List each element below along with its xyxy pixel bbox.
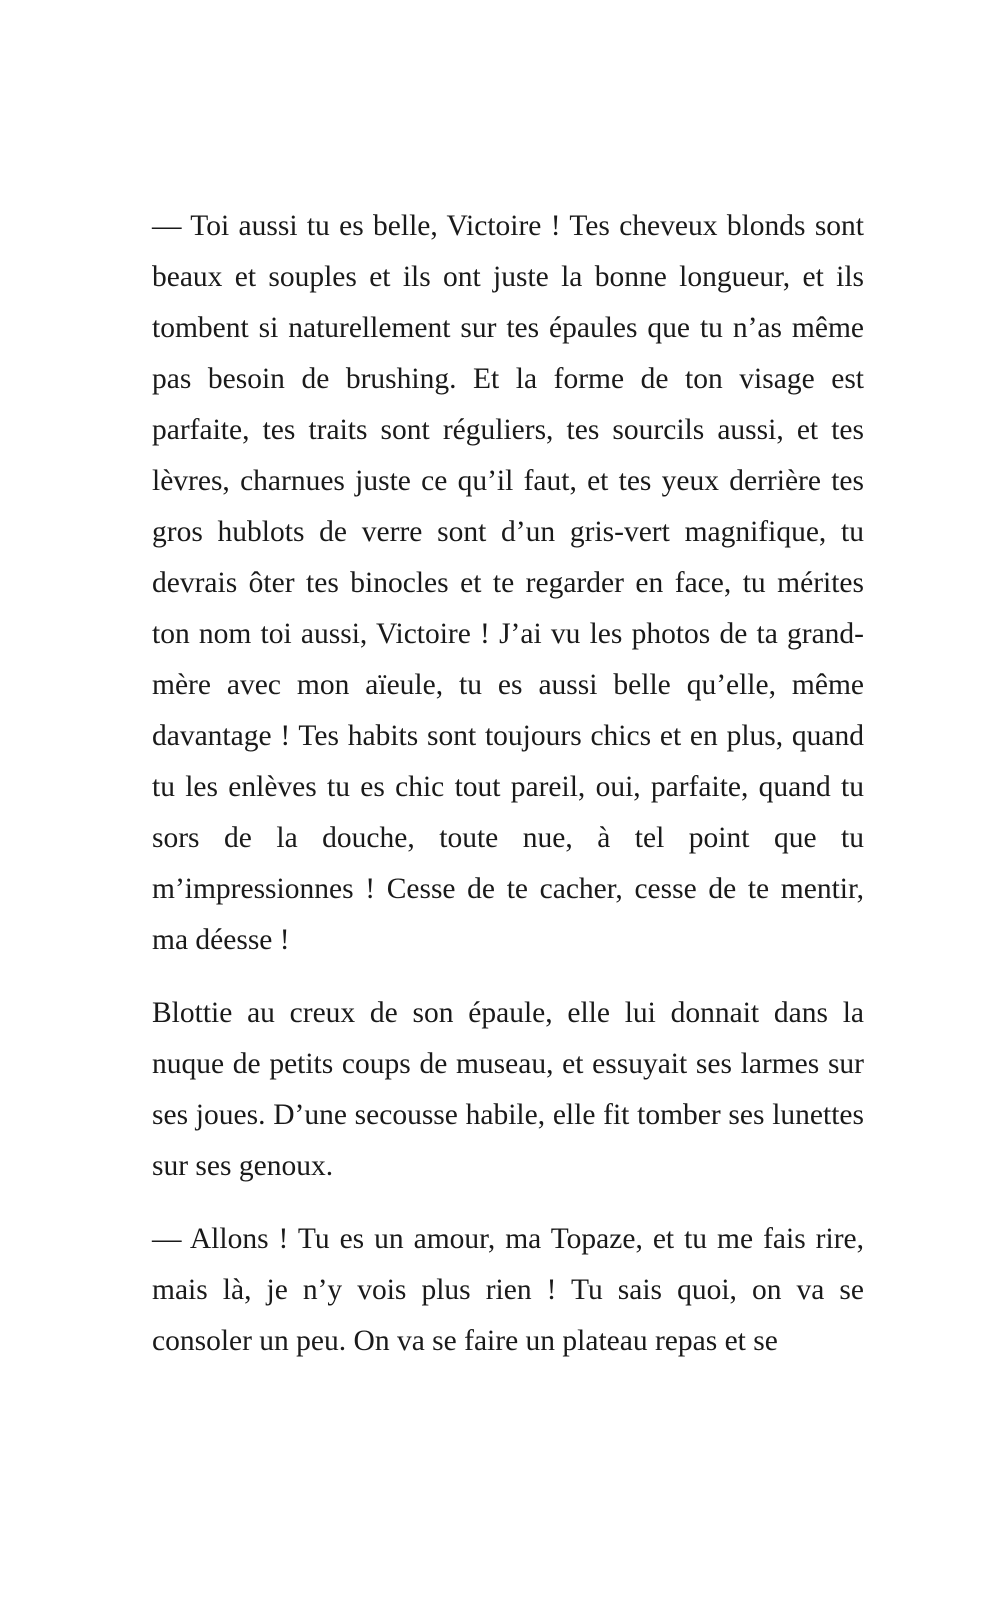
body-text bbox=[152, 201, 864, 1367]
paragraph-dialogue-compliment: — Toi aussi tu es belle, Victoire ! Tes cheveux blonds sont beaux et souples et ils ont juste la bonne longueur, et ils tombent si naturellement sur tes épaules que tu n’as même pas besoin de brushing. Et la forme de ton visage est parfaite, tes traits sont réguliers, tes sourcils aussi, et tes lèvres, charnues juste ce qu’il faut, et tes yeux derrière tes gros hublots de verre sont d’un gris-vert magnifique, tu devrais ôter tes binocles et te regarder en face, tu mérites ton nom toi aussi, Victoire ! J’ai vu les photos de ta grand-mère avec mon aïeule, tu es aussi belle qu’elle, même davantage ! Tes habits sont toujours chics et en plus, quand tu les enlèves tu es chic tout pareil, oui, parfaite, quand tu sors de la douche, toute nue, à tel point que tu m’impressionnes ! Cesse de te cacher, cesse de te mentir, ma déesse ! bbox=[152, 210, 864, 956]
paragraph-dialogue-reply: — Allons ! Tu es un amour, ma Topaze, et tu me fais rire, mais là, je n’y vois plus rien ! Tu sais quoi, on va se consoler un peu. On va se faire un plateau repas et se bbox=[152, 1223, 864, 1357]
paragraph-narration: Blottie au creux de son épaule, elle lui donnait dans la nuque de petits coups de museau, et essuyait ses larmes sur ses joues. D’une secousse habile, elle fit tomber ses lunettes sur ses genoux. bbox=[152, 997, 864, 1182]
